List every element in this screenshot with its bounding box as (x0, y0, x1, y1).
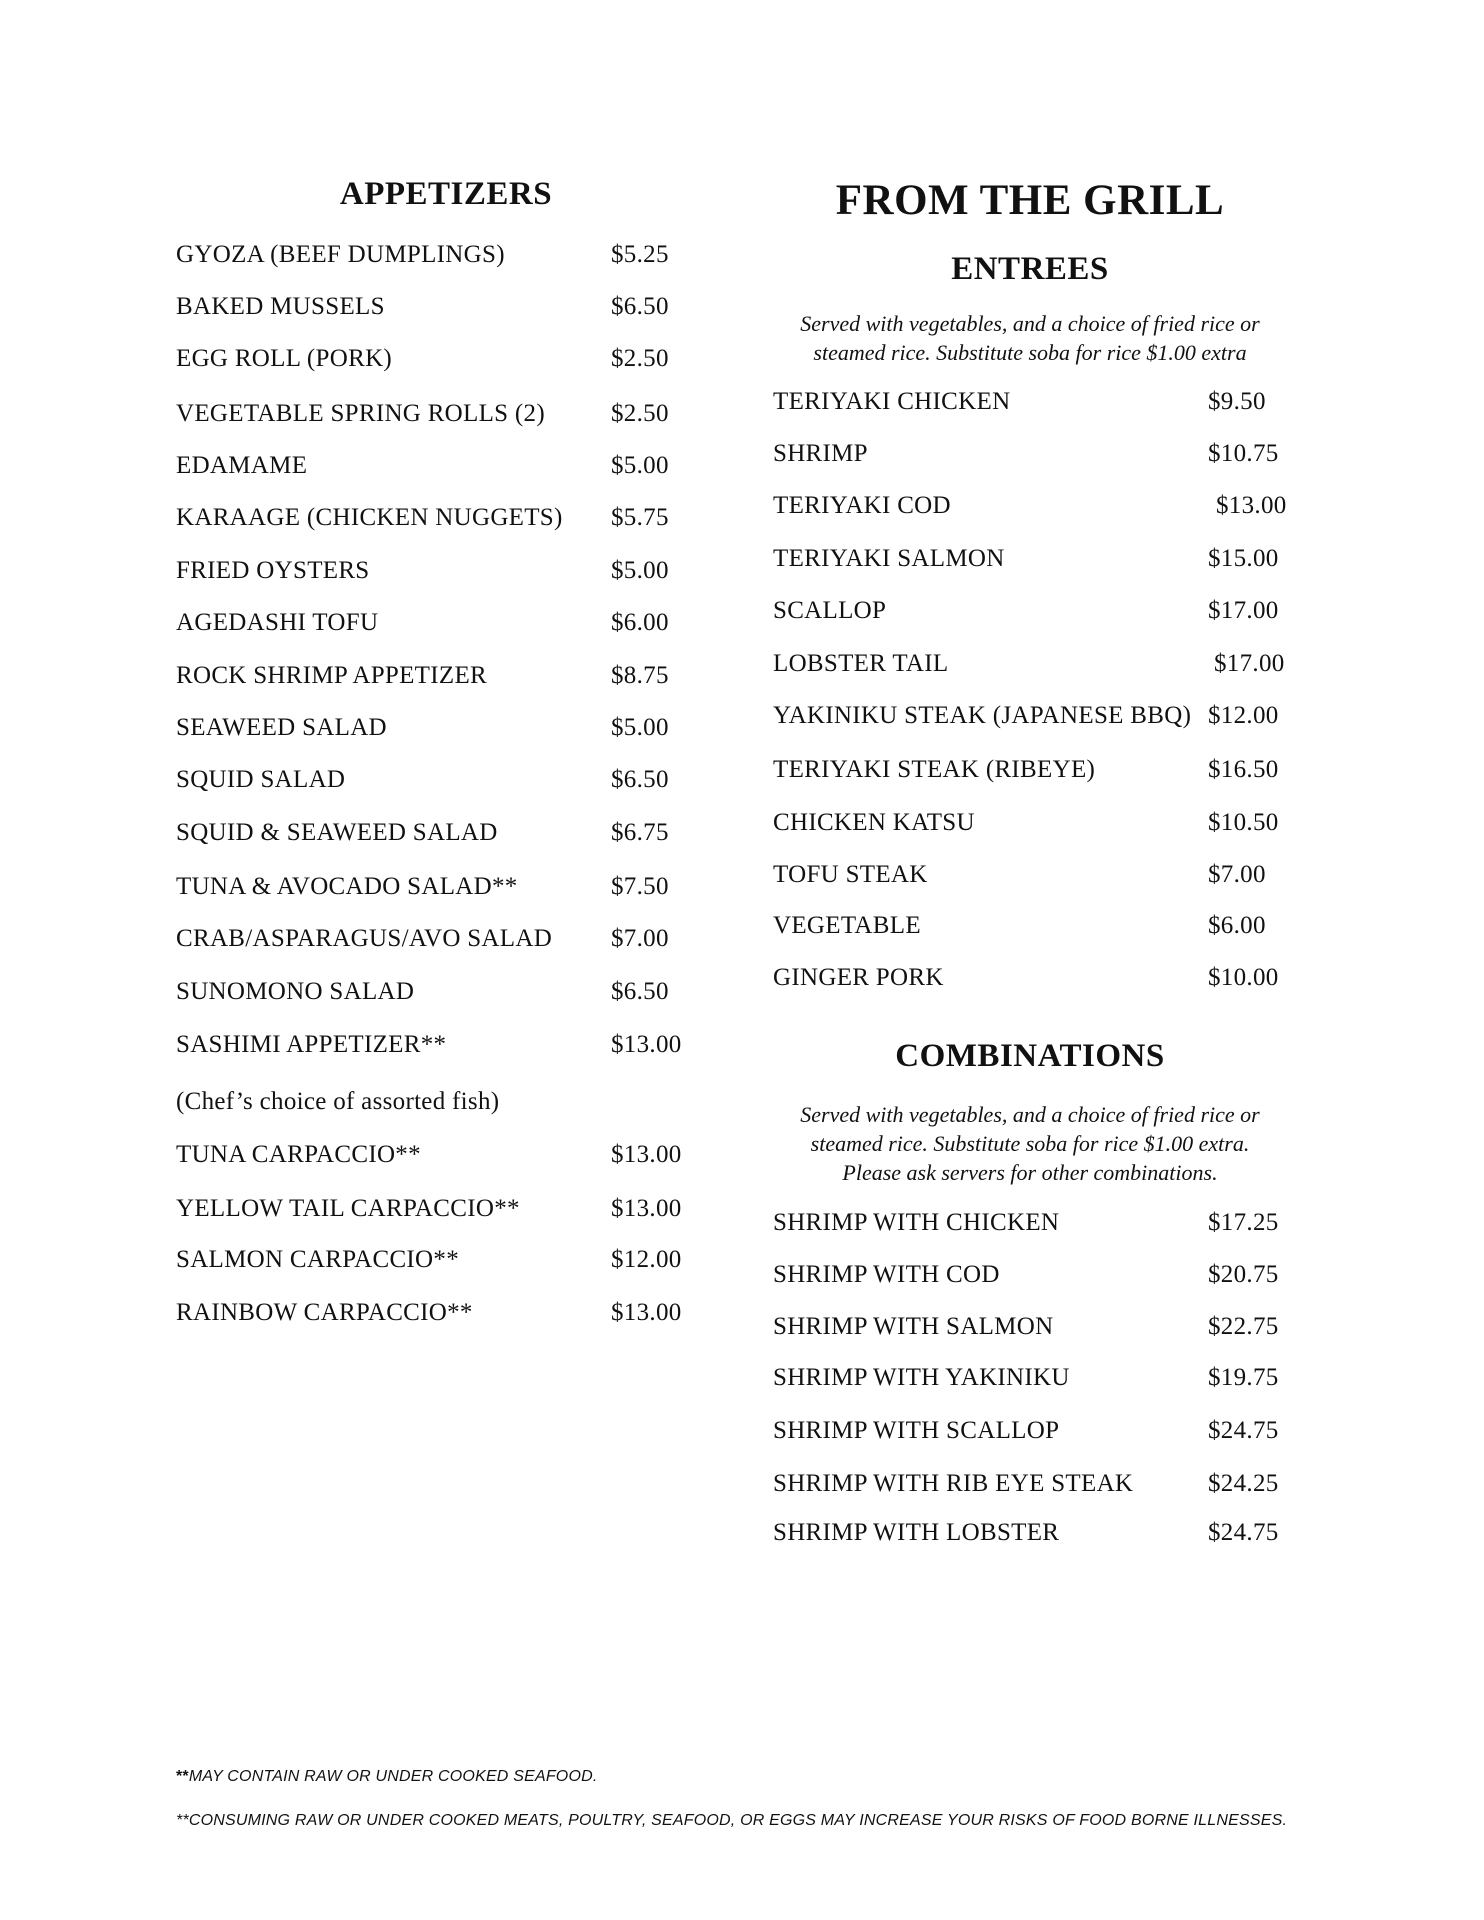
menu-item-name: SQUID SALAD (176, 766, 346, 793)
menu-item-name: SHRIMP (773, 440, 868, 467)
menu-item-name: ROCK SHRIMP APPETIZER (176, 662, 487, 689)
menu-item-price: $7.00 (1208, 861, 1266, 888)
menu-item-price: $17.25 (1208, 1209, 1279, 1236)
menu-item-name: KARAAGE (CHICKEN NUGGETS) (176, 504, 563, 531)
footnote-text: MAY CONTAIN RAW OR UNDER COOKED SEAFOOD. (188, 1768, 598, 1785)
menu-item-name: SASHIMI APPETIZER** (176, 1031, 447, 1058)
combinations-note-line: Served with vegetables, and a choice of fried rice or (800, 1102, 1260, 1127)
menu-item-price: $24.25 (1208, 1470, 1279, 1497)
menu-item-price: $6.00 (611, 609, 669, 636)
menu-item-price: $2.50 (611, 345, 669, 372)
menu-item-name: SQUID & SEAWEED SALAD (176, 819, 498, 846)
menu-item-name: TERIYAKI CHICKEN (773, 388, 1011, 415)
menu-item-name: TERIYAKI COD (773, 492, 951, 519)
menu-item-price: $13.00 (611, 1299, 682, 1326)
menu-item-price: $15.00 (1208, 545, 1279, 572)
menu-item-name: TERIYAKI SALMON (773, 545, 1005, 572)
menu-item-price: $13.00 (1216, 492, 1287, 519)
menu-item-name: CHICKEN KATSU (773, 809, 975, 836)
menu-item-name: YAKINIKU STEAK (JAPANESE BBQ) (773, 702, 1192, 729)
menu-item-price: $13.00 (611, 1141, 682, 1168)
combinations-title: COMBINATIONS (895, 1038, 1165, 1074)
menu-item-price: $13.00 (611, 1031, 682, 1058)
menu-item-price: $6.50 (611, 293, 669, 320)
combinations-note-line: Please ask servers for other combinations. (842, 1160, 1218, 1185)
menu-item-price: $7.50 (611, 873, 669, 900)
footnote-raw-seafood (176, 1768, 598, 1786)
menu-item-name: EDAMAME (176, 452, 308, 479)
menu-item-name: SHRIMP WITH YAKINIKU (773, 1364, 1070, 1391)
menu-item-price: $10.00 (1208, 964, 1279, 991)
menu-item-name: SHRIMP WITH SALMON (773, 1313, 1054, 1340)
menu-item-price: $6.50 (611, 766, 669, 793)
menu-item-name: VEGETABLE (773, 912, 921, 939)
menu-item-name: TERIYAKI STEAK (RIBEYE) (773, 756, 1096, 783)
menu-item-name: SHRIMP WITH COD (773, 1261, 1000, 1288)
menu-item-price: $19.75 (1208, 1364, 1279, 1391)
menu-item-name: EGG ROLL (PORK) (176, 345, 393, 372)
menu-item-price: $5.00 (611, 557, 669, 584)
menu-item-name: YELLOW TAIL CARPACCIO** (176, 1195, 520, 1222)
entrees-title: ENTREES (951, 251, 1109, 287)
menu-item-price: $12.00 (1208, 702, 1279, 729)
menu-item-price: $5.00 (611, 452, 669, 479)
combinations-note-line: steamed rice. Substitute soba for rice $1.00 extra. (810, 1131, 1250, 1156)
menu-item-name: SHRIMP WITH RIB EYE STEAK (773, 1470, 1134, 1497)
menu-item-name: SHRIMP WITH CHICKEN (773, 1209, 1060, 1236)
menu-item-price: $7.00 (611, 925, 669, 952)
menu-item-name: SEAWEED SALAD (176, 714, 387, 741)
menu-item-name: SHRIMP WITH SCALLOP (773, 1417, 1060, 1444)
menu-item-name: (Chef’s choice of assorted fish) (176, 1088, 500, 1115)
menu-item-name: SALMON CARPACCIO** (176, 1246, 460, 1273)
menu-item-name: BAKED MUSSELS (176, 293, 385, 320)
menu-item-price: $24.75 (1208, 1417, 1279, 1444)
menu-item-name: LOBSTER TAIL (773, 650, 949, 677)
menu-item-name: GYOZA (BEEF DUMPLINGS) (176, 241, 505, 268)
menu-item-name: VEGETABLE SPRING ROLLS (2) (176, 400, 545, 427)
menu-item-price: $9.50 (1208, 388, 1266, 415)
menu-item-price: $17.00 (1214, 650, 1285, 677)
menu-item-price: $16.50 (1208, 756, 1279, 783)
menu-item-price: $10.75 (1208, 440, 1279, 467)
menu-item-price: $20.75 (1208, 1261, 1279, 1288)
menu-item-price: $13.00 (611, 1195, 682, 1222)
menu-item-name: TUNA CARPACCIO** (176, 1141, 421, 1168)
footnote-foodborne-illness: **CONSUMING RAW OR UNDER COOKED MEATS, POULTRY, SEAFOOD, OR EGGS MAY INCREASE YOUR RISKS OF FOOD BORNE ILLNESSES. (176, 1812, 1288, 1829)
menu-item-name: GINGER PORK (773, 964, 944, 991)
entrees-note (760, 309, 1300, 367)
menu-item-price: $2.50 (611, 400, 669, 427)
menu-item-price: $6.75 (611, 819, 669, 846)
menu-item-name: CRAB/ASPARAGUS/AVO SALAD (176, 925, 553, 952)
menu-item-name: TOFU STEAK (773, 861, 928, 888)
menu-item-price: $24.75 (1208, 1519, 1279, 1546)
menu-item-price: $8.75 (611, 662, 669, 689)
menu-item-price: $12.00 (611, 1246, 682, 1273)
menu-item-price: $6.00 (1208, 912, 1266, 939)
menu-item-price: $17.00 (1208, 597, 1279, 624)
menu-item-price: $6.50 (611, 978, 669, 1005)
menu-item-name: RAINBOW CARPACCIO** (176, 1299, 473, 1326)
menu-item-name: SHRIMP WITH LOBSTER (773, 1519, 1060, 1546)
footnote-stars: ** (176, 1768, 189, 1785)
menu-item-name: SCALLOP (773, 597, 887, 624)
menu-item-price: $5.25 (611, 241, 669, 268)
menu-item-price: $5.00 (611, 714, 669, 741)
from-the-grill-title: FROM THE GRILL (835, 177, 1225, 224)
menu-item-price: $10.50 (1208, 809, 1279, 836)
menu-item-price: $22.75 (1208, 1313, 1279, 1340)
combinations-note (760, 1100, 1300, 1187)
menu-item-price: $5.75 (611, 504, 669, 531)
entrees-note-line: steamed rice. Substitute soba for rice $1.00 extra (813, 340, 1247, 365)
menu-item-name: TUNA & AVOCADO SALAD** (176, 873, 518, 900)
menu-item-name: FRIED OYSTERS (176, 557, 370, 584)
menu-item-name: AGEDASHI TOFU (176, 609, 379, 636)
entrees-note-line: Served with vegetables, and a choice of fried rice or (800, 311, 1260, 336)
appetizers-title: APPETIZERS (339, 176, 553, 212)
menu-item-name: SUNOMONO SALAD (176, 978, 415, 1005)
